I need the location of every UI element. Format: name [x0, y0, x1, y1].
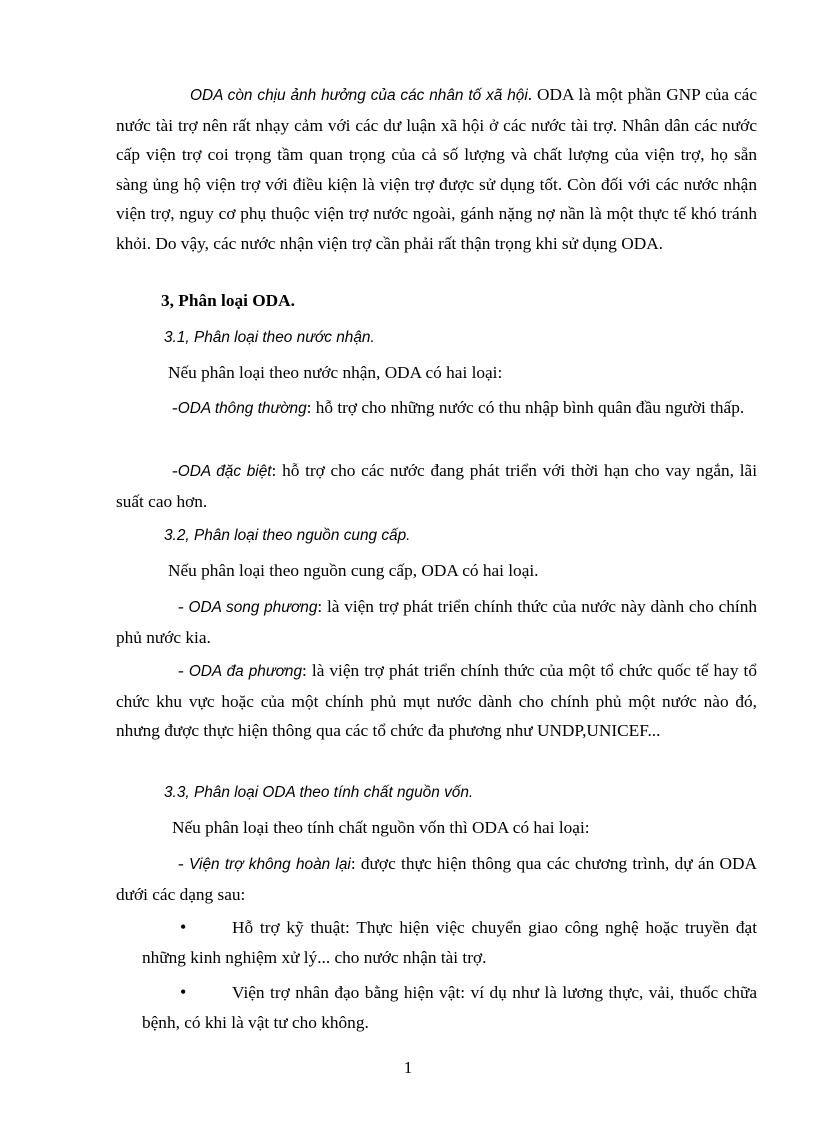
heading-3-2-text: 3.2, Phân loại theo nguồn cung cấp. — [164, 527, 411, 544]
oda-bilateral-term: ODA song phương — [188, 599, 318, 616]
bullet-humanitarian-aid: Viện trợ nhân đạo bằng hiện vật: ví dụ như là lương thực, vải, thuốc chữa bệnh, có khi là vật tư cho không. — [142, 983, 757, 1032]
bullet-technical-assistance: Hỗ trợ kỹ thuật: Thực hiện việc chuyển giao công nghệ hoặc truyền đạt những kinh nghiệm xử lý... cho nước nhận tài trợ. — [142, 918, 757, 967]
oda-normal-term: ODA thông thường — [177, 400, 307, 417]
social-factors-lead: ODA còn chịu ảnh hưởng của các nhân tố xã hội — [190, 87, 528, 104]
social-factors-body: . ODA là một phần GNP của các nước tài trợ nên rất nhạy cảm với các dư luận xã hội ở các nước tài trợ. Nhân dân các nước cấp viện trợ coi trọng tầm quan trọng của cả số lượng và chất lượng của viện trợ, họ sẵn sàng ủng hộ viện trợ với điều kiện là viện trợ được sử dụng tốt. Còn đối với các nước nhận viện trợ, nguy cơ phụ thuộc viện trợ nước ngoài, gánh nặng nợ nần là một thực tế khó tránh khỏi. Do vậy, các nước nhận viện trợ cần phải rất thận trọng khi sử dụng ODA. — [116, 85, 757, 253]
oda-bilateral-dash: - — [178, 597, 189, 616]
oda-multilateral-dash: - — [178, 661, 189, 680]
oda-normal-desc: : hỗ trợ cho những nước có thu nhập bình quân đầu người thấp. — [306, 398, 745, 417]
grant-aid-desc: : được thực hiện thông qua các chương trình, dự án ODA dưới các dạng sau: — [116, 854, 757, 904]
paragraph-oda-bilateral — [116, 592, 757, 652]
oda-special-desc: : hỗ trợ cho các nước đang phát triển với thời hạn cho vay ngắn, lãi suất cao hơn. — [116, 461, 758, 511]
paragraph-3-3-intro: Nếu phân loại theo tính chất nguồn vốn thì ODA có hai loại: — [172, 818, 590, 837]
heading-3-3-text: 3.3, Phân loại ODA theo tính chất nguồn vốn. — [164, 784, 474, 801]
paragraph-3-2-intro: Nếu phân loại theo nguồn cung cấp, ODA có hai loại. — [168, 561, 539, 580]
paragraph-oda-normal — [116, 393, 757, 424]
paragraph-social-factors — [116, 80, 757, 258]
paragraph-grant-aid — [116, 849, 757, 909]
paragraph-oda-multilateral — [116, 656, 757, 746]
oda-bilateral-desc: : là viện trợ phát triển chính thức của nước này dành cho chính phủ nước kia. — [116, 597, 757, 647]
grant-aid-term: Viện trợ không hoàn lại — [189, 856, 351, 873]
bullet-marker-technical: • — [180, 917, 187, 937]
oda-special-dash: - — [172, 461, 178, 480]
heading-3-3 — [116, 777, 757, 808]
oda-special-term: ODA đặc biệt — [177, 463, 272, 480]
page-number: 1 — [403, 1058, 413, 1077]
paragraph-3-1-intro: Nếu phân loại theo nước nhận, ODA có hai loại: — [168, 363, 503, 382]
oda-normal-dash: - — [172, 398, 178, 417]
heading-3-1 — [116, 322, 757, 353]
heading-3-2 — [116, 520, 757, 551]
oda-multilateral-desc: : là viện trợ phát triển chính thức của một tổ chức quốc tế hay tổ chức khu vực hoặc của một chính phủ mụt nước dành cho chính phủ một nước nào đó, nhưng được thực hiện thông qua các tổ chức đa phương như UNDP,UNICEF... — [116, 661, 757, 740]
oda-multilateral-term: ODA đa phương — [188, 663, 303, 680]
heading-classification: 3, Phân loại ODA. — [161, 291, 295, 310]
heading-3-1-text: 3.1, Phân loại theo nước nhận. — [164, 329, 375, 346]
bullet-marker-humanitarian: • — [180, 982, 187, 1002]
grant-aid-dash: - — [178, 854, 190, 873]
paragraph-oda-special — [116, 456, 757, 516]
